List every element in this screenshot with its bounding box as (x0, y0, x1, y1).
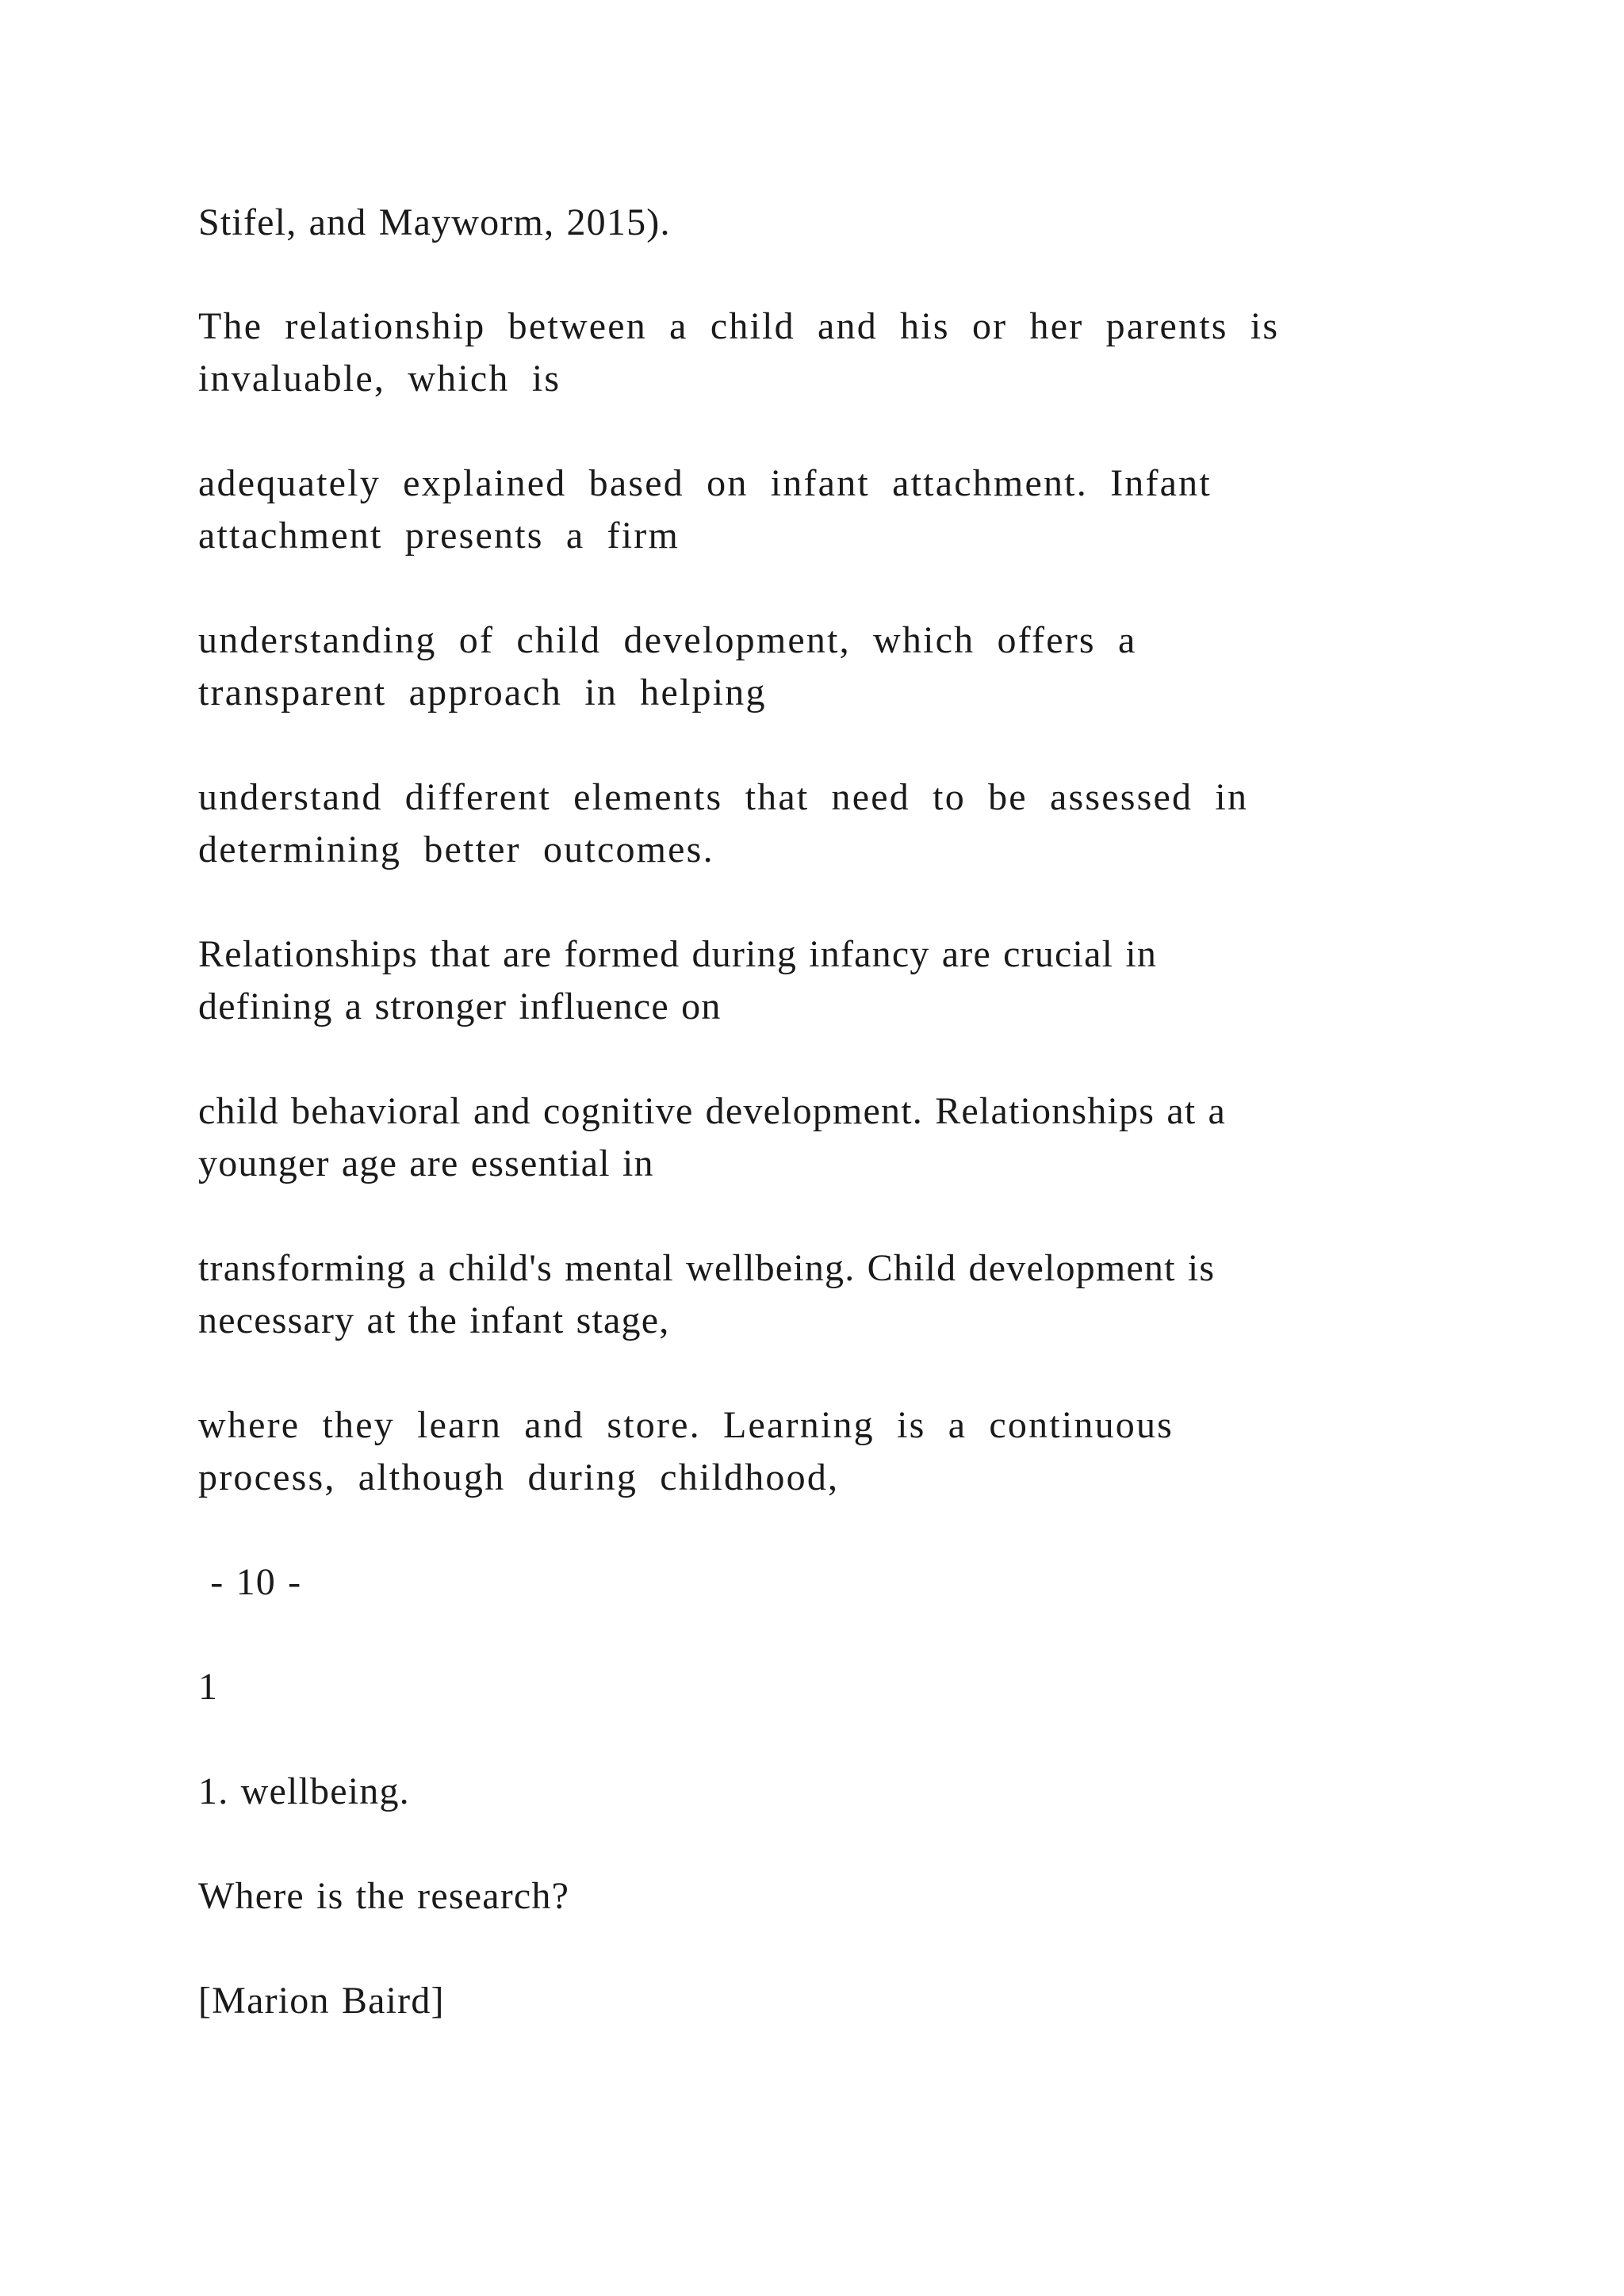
paragraph-line: where they learn and store. Learning is a continuous (198, 1404, 1174, 1446)
paragraph-line: younger age are essential in (198, 1142, 654, 1184)
paragraph-line: transparent approach in helping (198, 672, 767, 714)
paragraph-line: invaluable, which is (198, 358, 561, 400)
paragraph-line: transforming a child's mental wellbeing. Child development is (198, 1247, 1216, 1289)
page-number (198, 1556, 1435, 1609)
footnote-text: 1. wellbeing. (198, 1770, 410, 1812)
page-number-text: - 10 - (198, 1561, 302, 1603)
paragraph-line: determining better outcomes. (198, 828, 714, 871)
paragraph-line: adequately explained based on infant attachment. Infant (198, 462, 1212, 504)
paragraph-line: Stifel, and Mayworm, 2015). (198, 201, 671, 243)
paragraph-6 (198, 928, 1435, 1033)
paragraph-line: necessary at the infant stage, (198, 1299, 670, 1341)
paragraph-5 (198, 771, 1435, 876)
paragraph-1 (198, 197, 1435, 249)
paragraph-line: process, although during childhood, (198, 1456, 840, 1498)
comment-author (198, 1975, 1435, 2027)
comment (198, 1870, 1435, 1923)
paragraph-line: understanding of child development, which offers a (198, 619, 1137, 661)
comment-text: Where is the research? (198, 1875, 570, 1917)
paragraph-4 (198, 614, 1435, 719)
paragraph-line: child behavioral and cognitive development. Relationships at a (198, 1090, 1227, 1132)
paragraph-2 (198, 300, 1435, 405)
comment-author-text: [Marion Baird] (198, 1980, 445, 2022)
paragraph-line: attachment presents a firm (198, 515, 680, 557)
paragraph-8 (198, 1242, 1435, 1347)
paragraph-7 (198, 1085, 1435, 1190)
paragraph-line: The relationship between a child and his or her parents is (198, 305, 1280, 347)
paragraph-line: Relationships that are formed during infancy are crucial in (198, 933, 1158, 975)
footnote (198, 1766, 1435, 1818)
paragraph-9 (198, 1399, 1435, 1504)
paragraph-line: understand different elements that need to be assessed in (198, 776, 1249, 818)
footnote-marker-text: 1 (198, 1666, 219, 1708)
paragraph-line: defining a stronger influence on (198, 985, 722, 1027)
paragraph-3 (198, 457, 1435, 562)
footnote-marker (198, 1661, 1435, 1713)
